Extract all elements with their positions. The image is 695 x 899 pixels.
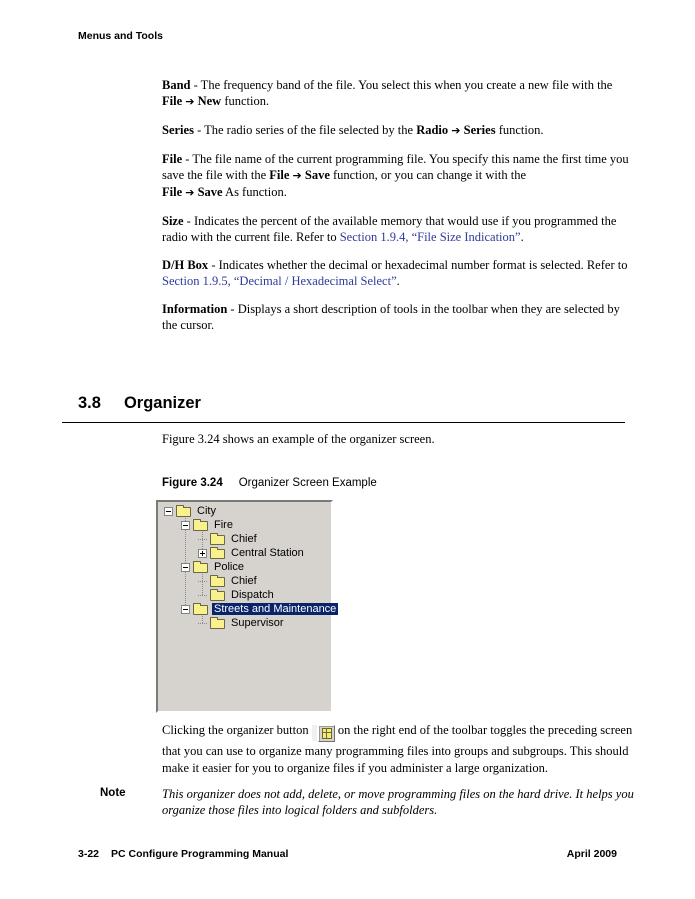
organizer-button <box>318 725 335 742</box>
figure-caption-text: Organizer Screen Example <box>238 477 377 489</box>
text-run: Save <box>301 168 330 182</box>
section-title: Organizer <box>123 394 201 412</box>
text-run: ➔ <box>185 186 195 199</box>
tree-item-dispatch <box>198 588 276 602</box>
tree-item-label: Supervisor <box>231 617 284 629</box>
tree-item-streets-and-maintenance <box>181 602 338 616</box>
text-run: - The frequency band of the file. You select this when you create a new file with the <box>190 78 613 92</box>
tree-item-label: Chief <box>231 575 257 587</box>
text-run: New <box>194 94 222 108</box>
text-run: . <box>520 230 524 244</box>
tree-item-city <box>164 504 218 518</box>
tree-item-label: Chief <box>231 533 257 545</box>
footer-manual-title: PC Configure Programming Manual <box>111 848 289 860</box>
text-run: - The radio series of the file selected by the <box>193 123 417 137</box>
tree-connector <box>198 581 207 582</box>
folder-icon <box>210 577 225 587</box>
text-run: File <box>162 94 186 108</box>
tree-item-label: City <box>197 505 216 517</box>
text-run: - Indicates whether the decimal or hexadecimal number format is selected. Refer to <box>208 258 628 272</box>
footer-date: April 2009 <box>566 848 617 860</box>
text-run: . <box>396 274 400 288</box>
text-run: function. <box>495 123 544 137</box>
text-run: ➔ <box>292 169 302 182</box>
text-run: File <box>269 168 293 182</box>
text-run: - Displays a short description of tools in the toolbar when they are selected by the cursor. <box>162 302 620 332</box>
tree-item-supervisor <box>198 616 286 630</box>
text-run: ➔ <box>451 124 461 137</box>
tree-item-label: Dispatch <box>231 589 274 601</box>
footer-page-number: 3-22 <box>78 848 100 860</box>
body-paragraphs <box>162 77 632 345</box>
note-text: This organizer does not add, delete, or move programming files on the hard drive. It helps you organize those files into logical folders and subfolders. <box>162 787 634 817</box>
collapse-minus-icon <box>181 605 190 614</box>
text-run: Save <box>194 185 223 199</box>
folder-icon <box>210 549 225 559</box>
organizer-grid-icon <box>322 728 332 739</box>
text-run: As function. <box>222 185 287 199</box>
text-run: Information <box>162 302 228 316</box>
paragraph-dh-box <box>162 257 632 289</box>
link-decimal-hexadecimal-select[interactable]: Section 1.9.5, “Decimal / Hexadecimal Select” <box>162 274 397 288</box>
tree-item-police <box>181 560 246 574</box>
paragraph-band <box>162 77 632 110</box>
after-figure-paragraph <box>162 722 636 778</box>
tree-item-chief <box>198 574 259 588</box>
text-run: Series <box>162 123 194 137</box>
tree-item-label: Streets and Maintenance <box>214 603 337 615</box>
figure-caption-label: Figure 3.24 <box>162 477 223 489</box>
organizer-button-icon <box>312 725 335 743</box>
section-heading <box>78 394 201 413</box>
text-run: on the right end of the toolbar toggles the preceding screen that you can use to organize many programming files into groups and subgroups. This should make it easier for you to organize files if you administer a large organization. <box>162 723 633 775</box>
paragraph-series <box>162 122 632 139</box>
folder-icon <box>193 563 208 573</box>
figure-caption <box>162 477 377 489</box>
tree-item-label: Central Station <box>231 547 304 559</box>
link-file-size-indication[interactable]: Section 1.9.4, “File Size Indication” <box>339 230 521 244</box>
footer-left <box>78 848 288 860</box>
tree-item-chief <box>198 532 259 546</box>
text-run: Band <box>162 78 191 92</box>
paragraph-information <box>162 301 632 333</box>
collapse-minus-icon <box>181 521 190 530</box>
folder-icon <box>176 507 191 517</box>
expand-plus-icon <box>198 549 207 558</box>
figure-intro: Figure 3.24 shows an example of the organizer screen. <box>162 432 435 446</box>
folder-icon <box>210 535 225 545</box>
tree-connector <box>198 595 207 596</box>
folder-icon <box>193 521 208 531</box>
text-run: Size <box>162 214 184 228</box>
text-run: D/H Box <box>162 258 209 272</box>
folder-icon <box>210 591 225 601</box>
text-run: ➔ <box>185 95 195 108</box>
paragraph-file <box>162 151 632 201</box>
collapse-minus-icon <box>164 507 173 516</box>
tree-item-central-station <box>198 546 306 560</box>
tree-item-fire <box>181 518 235 532</box>
collapse-minus-icon <box>181 563 190 572</box>
page-footer <box>78 848 617 860</box>
text-run: File <box>162 152 183 166</box>
text-run: function, or you can change it with the <box>329 168 526 182</box>
note-label: Note <box>100 787 126 799</box>
section-number: 3.8 <box>78 394 101 412</box>
text-run: function. <box>221 94 270 108</box>
text-run: - Indicates the percent of the available memory that would use if you programmed the radio with the current file. Refer to <box>162 214 617 244</box>
folder-icon <box>193 605 208 615</box>
tree-connector <box>198 623 207 624</box>
page-header: Menus and Tools <box>78 30 163 42</box>
text-run: Radio <box>416 123 452 137</box>
tree-connector <box>198 539 207 540</box>
text-run: Clicking the organizer button <box>162 723 312 737</box>
organizer-screenshot <box>156 500 337 713</box>
folder-icon <box>210 619 225 629</box>
tree-item-label: Police <box>214 561 244 573</box>
tree-item-label: Fire <box>214 519 233 531</box>
text-run: File <box>162 185 186 199</box>
text-run: - The file name of the current programming file. You specify this name the first time you save the file with the <box>162 152 629 182</box>
text-run: Series <box>460 123 496 137</box>
section-rule <box>62 422 625 423</box>
paragraph-size <box>162 213 632 245</box>
